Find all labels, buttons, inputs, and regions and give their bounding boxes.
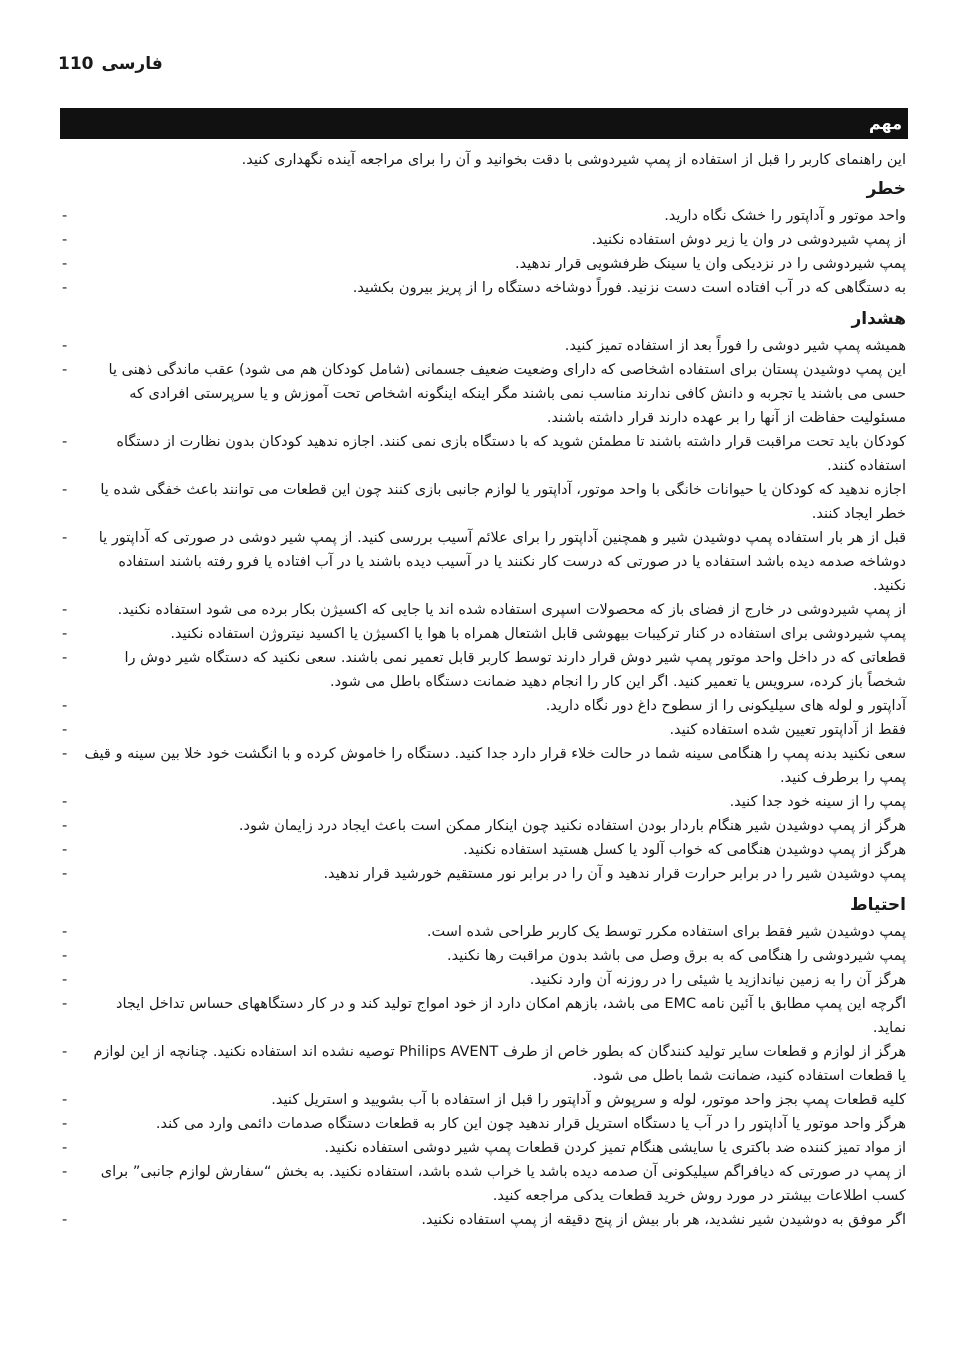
warning-heading: هشدار [851, 309, 906, 329]
caution-heading: احتیاط [850, 895, 906, 915]
document-body [58, 148, 908, 1238]
page-header [58, 54, 163, 74]
danger-item: از پمپ شیردوشی در وان یا زیر دوش استفاده نکنید. - [58, 228, 908, 252]
warning-item: از پمپ شیردوشی در خارج از فضای باز که محصولات اسپری استفاده شده اند یا جایی که اکسیژن بکار برده می شود استفاده نکنید. - [58, 598, 908, 622]
caution-item: از مواد تمیز کننده ضد باکتری یا سایشی هنگام تمیز کردن قطعات پمپ شیر دوشی استفاده نکنید. - [58, 1136, 908, 1160]
danger-item: پمپ شیردوشی را در نزدیکی وان یا سینک ظرفشویی قرار ندهید. - [58, 252, 908, 276]
danger-item: واحد موتور و آداپتور را خشک نگاه دارید. - [58, 204, 908, 228]
warning-item: کودکان باید تحت مراقبت قرار داشته باشند تا مطمئن شوید که با دستگاه بازی نمی کنند. اجازه ندهید کودکان بدون نظارت از دستگاه استفاده کنند. - [58, 430, 908, 478]
caution-item: پمپ شیردوشی را هنگامی که به برق وصل می باشد بدون مراقبت رها نکنید. - [58, 944, 908, 968]
warning-item: سعی نکنید بدنه پمپ را هنگامی سینه شما در حالت خلاء قرار دارد جدا کنید. دستگاه را خاموش کرده و با انگشت خود خلا بین سینه و قیف پمپ را برطرف کنید. - [58, 742, 908, 790]
warning-item: فقط از آداپتور تعیین شده استفاده کنید. - [58, 718, 908, 742]
warning-item: قطعاتی که در داخل واحد موتور پمپ شیر دوش قرار دارند توسط کاربر قابل تعمیر نمی باشند. سعی نکنید که دستگاه شیر دوش را شخصاً باز کرده، سرویس یا تعمیر کنید. اگر این کار را انجام دهید ضمانت دستگاه باطل می شود. - [58, 646, 908, 694]
section-bar [60, 108, 908, 139]
warning-item: هرگز از پمپ دوشیدن هنگامی که خواب آلود یا کسل هستید استفاده نکنید. - [58, 838, 908, 862]
warning-item: پمپ را از سینه خود جدا کنید. - [58, 790, 908, 814]
page-language: فارسی [101, 54, 163, 74]
warning-item: این پمپ دوشیدن پستان برای استفاده اشخاصی که دارای وضعیت ضعیف جسمانی (شامل کودکان هم می شود) عقب ماندگی ذهنی یا حسی می باشند یا تجربه و دانش کافی ندارند مناسب نمی باشند مگر اینکه اینگونه اشخاص تحت آموزش و یا سرپرستی افرادی که مسئولیت حفاظت از آنها را بر عهده دارند قرار داشته باشند. - [58, 358, 908, 430]
warning-item: اجازه ندهید که کودکان یا حیوانات خانگی با واحد موتور، آداپتور یا لوازم جانبی بازی کنند چون این قطعات می توانند باعث خفگی شده یا خطر ایجاد کنند. - [58, 478, 908, 526]
caution-list [58, 920, 908, 1232]
caution-item: هرگز آن را به زمین نیاندازید یا شیئی را در روزنه آن وارد نکنید. - [58, 968, 908, 992]
caution-item: هرگز واحد موتور یا آداپتور را در آب یا دستگاه استریل قرار ندهید چون این کار به قطعات دستگاه صدمات دائمی وارد می کند. - [58, 1112, 908, 1136]
warning-item: پمپ دوشیدن شیر را در برابر حرارت قرار ندهید و آن را در برابر نور مستقیم خورشید قرار ندهید. - [58, 862, 908, 886]
caution-item: اگر موفق به دوشیدن شیر نشدید، هر بار بیش از پنج دقیقه از پمپ استفاده نکنید. - [58, 1208, 908, 1232]
warning-item: همیشه پمپ شیر دوشی را فوراً بعد از استفاده تمیز کنید. - [58, 334, 908, 358]
danger-list [58, 204, 908, 300]
page-number: 110 [58, 54, 94, 74]
danger-heading: خطر [866, 179, 906, 199]
warning-list [58, 334, 908, 886]
intro-paragraph: این راهنمای کاربر را قبل از استفاده از پمپ شیردوشی با دقت بخوانید و آن را برای مراجعه آینده نگهداری کنید. [241, 152, 906, 168]
caution-item: هرگز از لوازم و قطعات سایر تولید کنندگان که بطور خاص از طرف Philips AVENT توصیه نشده اند استفاده نکنید. چنانچه از این لوازم یا قطعات استفاده کنید، ضمانت شما باطل می شود. - [58, 1040, 908, 1088]
warning-item: آداپتور و لوله های سیلیکونی را از سطوح داغ دور نگاه دارید. - [58, 694, 908, 718]
section-title: مهم [868, 114, 902, 133]
caution-item: اگرچه این پمپ مطابق با آئین نامه EMC می باشد، بازهم امکان دارد از خود امواج تولید کند و در کار دستگاههای حساس تداخل ایجاد نماید. - [58, 992, 908, 1040]
warning-item: هرگز از پمپ دوشیدن شیر هنگام باردار بودن استفاده نکنید چون اینکار ممکن است باعث ایجاد درد زایمان شود. - [58, 814, 908, 838]
warning-item: پمپ شیردوشی برای استفاده در کنار ترکیبات بیهوشی قابل اشتعال همراه با هوا یا اکسیژن یا اکسید نیتروژن استفاده نکنید. - [58, 622, 908, 646]
caution-item: از پمپ در صورتی که دیافراگم سیلیکونی آن صدمه دیده باشد یا خراب شده باشد، استفاده نکنید. به بخش “سفارش لوازم جانبی” برای کسب اطلاعات بیشتر در مورد روش خرید قطعات یدکی مراجعه کنید. - [58, 1160, 908, 1208]
caution-item: پمپ دوشیدن شیر فقط برای استفاده مکرر توسط یک کاربر طراحی شده است. - [58, 920, 908, 944]
warning-item: قبل از هر بار استفاده پمپ دوشیدن شیر و همچنین آداپتور را برای علائم آسیب بررسی کنید. از پمپ شیر دوشی در صورتی که آداپتور یا دوشاخه صدمه دیده باشد استفاده یا در صورتی که درست کار نکنند یا در آسیب دیده باشند یا در آب افتاده یا فرو رفته باشند استفاده نکنید. - [58, 526, 908, 598]
caution-item: کلیه قطعات پمپ بجز واحد موتور، لوله و سرپوش و آداپتور را قبل از استفاده با آب بشویید و استریل کنید. - [58, 1088, 908, 1112]
danger-item: به دستگاهی که در آب افتاده است دست نزنید. فوراً دوشاخه دستگاه را از پریز بیرون بکشید. - [58, 276, 908, 300]
